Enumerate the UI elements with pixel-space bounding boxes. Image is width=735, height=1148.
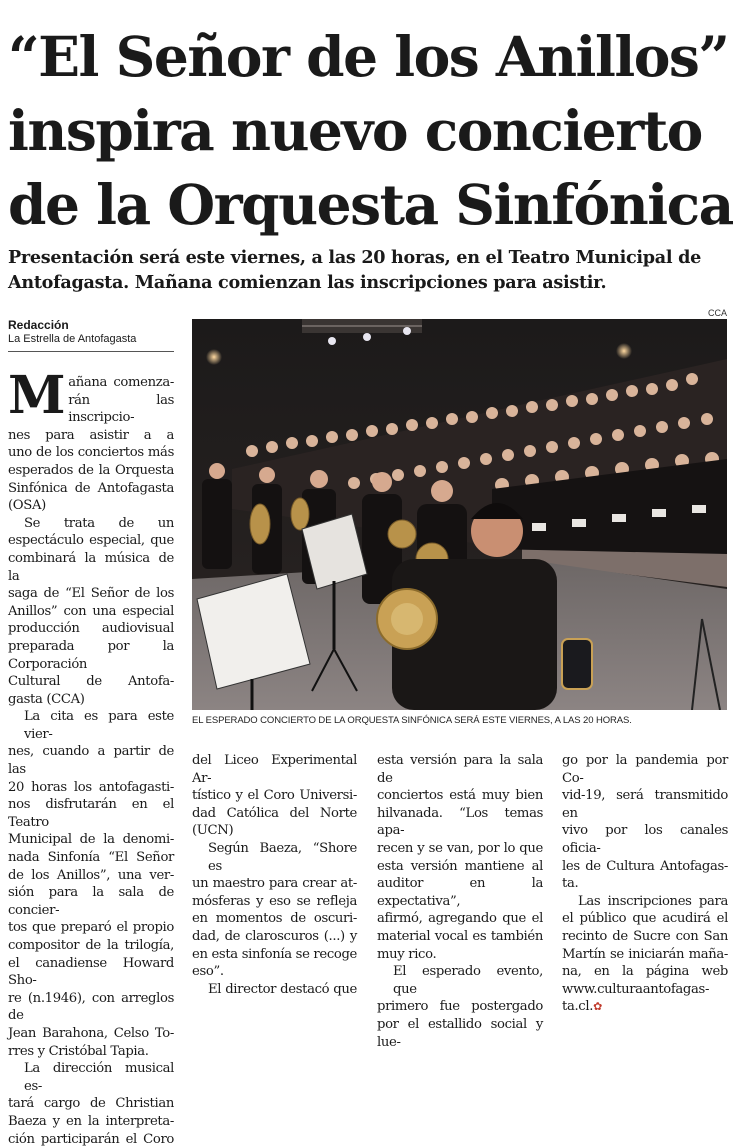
body-line: tará cargo de Christian <box>8 1096 174 1112</box>
body-line: tos que preparó el propio <box>8 920 174 936</box>
body-line: recinto de Sucre con San <box>562 928 728 944</box>
body-line: dad, de claroscuros (...) y <box>192 928 357 944</box>
body-line: en esta sinfonía se recoge <box>192 946 357 962</box>
body-line: 20 horas los antofagasti- <box>8 779 174 795</box>
body-line: preparada por la Corporación <box>8 638 174 672</box>
body-line: esperados de la Orquesta <box>8 462 174 478</box>
body-line: Se trata de un <box>24 515 174 531</box>
subheadline-line: Antofagasta. Mañana comienzan las inscripciones para asistir. <box>8 272 607 293</box>
orchestra-photo <box>192 319 727 710</box>
byline <box>8 318 174 352</box>
body-line: ción participarán el Coro <box>8 1131 174 1147</box>
body-line: gasta (CCA) <box>8 691 85 707</box>
body-line: Cultural de Antofa- <box>8 674 174 690</box>
article-column-4 <box>562 752 728 1016</box>
body-line: hilvanada. “Los temas apa- <box>377 805 543 839</box>
body-line: La dirección musical es- <box>24 1061 174 1094</box>
body-line: eso”. <box>192 964 224 980</box>
body-line: combinará la música de la <box>8 550 174 584</box>
body-line: Las inscripciones para <box>578 893 728 909</box>
photo-credit: CCA <box>707 308 727 318</box>
body-line: Jean Barahona, Celso To- <box>8 1025 174 1041</box>
body-line: recen y se van, por lo que <box>377 840 543 856</box>
body-line: La cita es para este vier- <box>24 709 174 742</box>
body-line: un maestro para crear at- <box>192 876 357 892</box>
body-line: muy rico. <box>377 946 437 962</box>
body-line <box>562 998 728 1016</box>
body-line: afirmó, agregando que el <box>377 911 543 927</box>
body-line: espectáculo especial, que <box>8 533 174 549</box>
body-line: dad Católica del Norte <box>192 805 357 821</box>
photo-caption: EL ESPERADO CONCIERTO DE LA ORQUESTA SINFÓNICA SERÁ ESTE VIERNES, A LAS 20 HORAS. <box>192 715 632 726</box>
body-line: esta versión para la sala de <box>377 753 543 786</box>
body-line: vid-19, será transmitido en <box>562 788 728 821</box>
body-line: El director destacó que <box>208 981 357 997</box>
body-line: Anillos” con una especial <box>8 603 174 619</box>
body-line: auditor en la expectativa”, <box>377 876 543 909</box>
body-line: (UCN) <box>192 823 234 839</box>
headline <box>8 20 733 242</box>
body-line: en momentos de oscuri- <box>192 911 357 927</box>
body-line: mósferas y eso se refleja <box>192 893 357 909</box>
body-line: nes para asistir a a <box>8 427 174 443</box>
subheadline <box>8 245 728 295</box>
body-line: tístico y el Coro Universi- <box>192 788 357 804</box>
body-line: uno de los conciertos más <box>8 445 174 461</box>
subheadline-line: Presentación será este viernes, a las 20 horas, en el Teatro Municipal de <box>8 247 701 268</box>
body-line: de los Anillos”, una ver- <box>8 867 174 883</box>
body-line: ta. <box>562 876 579 892</box>
body-line: les de Cultura Antofagas- <box>562 858 728 874</box>
body-line: nes, cuando a partir de las <box>8 744 174 778</box>
body-line: añana comenza- <box>68 375 174 390</box>
body-line: sión para la sala de concier- <box>8 885 174 918</box>
body-line: El esperado evento, que <box>393 964 543 997</box>
body-line: re (n.1946), con arreglos de <box>8 990 174 1024</box>
body-line-text: ta.cl. <box>562 999 594 1015</box>
body-line: (OSA) <box>8 498 46 514</box>
body-line: Municipal de la denomi- <box>8 832 174 848</box>
headline-line: “El Señor de los Anillos” <box>8 24 729 89</box>
body-line: rres y Cristóbal Tapia. <box>8 1043 149 1059</box>
body-line: go por la pandemia por Co- <box>562 753 728 786</box>
headline-line: de la Orquesta Sinfónica <box>8 172 733 237</box>
body-line: material vocal es también <box>377 928 543 944</box>
body-line: www.culturaantofagas- <box>562 981 710 997</box>
body-line: compositor de la trilogía, <box>8 938 174 953</box>
body-line: por el estallido social y lue- <box>377 1016 543 1050</box>
flower-icon: ✿ <box>593 1000 602 1014</box>
body-line: vivo por los canales oficia- <box>562 823 728 856</box>
body-line: esta versión mantiene al <box>377 858 543 874</box>
body-line: nos disfrutarán en el Teatro <box>8 797 174 830</box>
body-line: del Liceo Experimental Ar- <box>192 753 357 786</box>
body-line: producción audiovisual <box>8 621 174 637</box>
byline-author: Redacción <box>8 318 69 332</box>
body-line: saga de “El Señor de los <box>8 586 174 602</box>
body-line: Baeza y en la interpreta- <box>8 1113 174 1129</box>
body-line: Martín se iniciarán maña- <box>562 946 728 962</box>
article-column-1 <box>8 365 174 1148</box>
article-column-3 <box>377 752 543 1051</box>
article-column-2 <box>192 752 357 998</box>
body-line: rán las inscripcio- <box>68 392 174 426</box>
headline-line: inspira nuevo concierto <box>8 98 702 163</box>
body-line: na, en la página web <box>562 964 728 980</box>
byline-publication: La Estrella de Antofagasta <box>8 333 137 345</box>
body-line: el público que acudirá el <box>562 911 728 927</box>
body-line: el canadiense Howard Sho- <box>8 955 174 989</box>
body-line: Según Baeza, “Shore es <box>208 840 357 874</box>
body-line: nada Sinfonía “El Señor <box>8 850 174 866</box>
body-line: conciertos está muy bien <box>377 788 543 804</box>
body-line: primero fue postergado <box>377 999 543 1015</box>
body-line: Sinfónica de Antofagasta <box>8 480 174 496</box>
drop-cap: M <box>8 365 66 426</box>
